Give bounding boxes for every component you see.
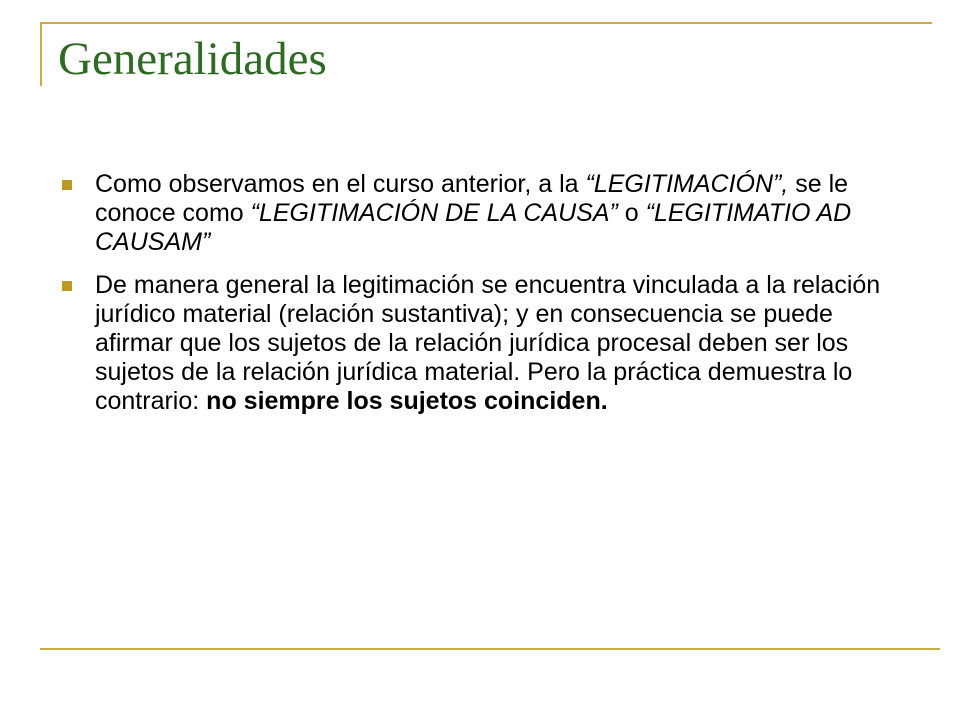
square-bullet-icon [62,281,72,291]
left-accent-rule [40,22,42,86]
bullet-item-legitimacion-terms [62,170,912,257]
slide-title: Generalidades [58,33,327,85]
bold-conclusion: no siempre los sujetos coinciden. [206,387,608,415]
italic-term-legitimacion-causa: “LEGITIMACIÓN DE LA CAUSA” [250,199,618,227]
italic-term-legitimacion: “LEGITIMACIÓN”, [585,170,789,198]
bottom-accent-rule [40,648,940,650]
text-segment: se le conoce como [95,170,849,227]
bullet-text [95,271,905,416]
text-segment: De manera general la legitimación se encuentra vinculada a la relación jurídico material (relación sustantiva); y en consecuencia se puede afirmar que los sujetos de la relación jurídica procesal deben ser los sujetos de la relación jurídica material. Pero la práctica demuestra lo contrario: [95,271,881,415]
italic-term-legitimatio-ad-causam: “LEGITIMATIO AD CAUSAM” [95,199,852,256]
square-bullet-icon [62,180,72,190]
bullet-list [62,170,912,430]
text-segment: Como observamos en el curso anterior, a la [95,170,586,198]
bullet-item-relacion-juridica [62,271,912,416]
bullet-text [95,170,885,257]
top-accent-rule [40,22,932,24]
text-segment: o [617,199,646,227]
